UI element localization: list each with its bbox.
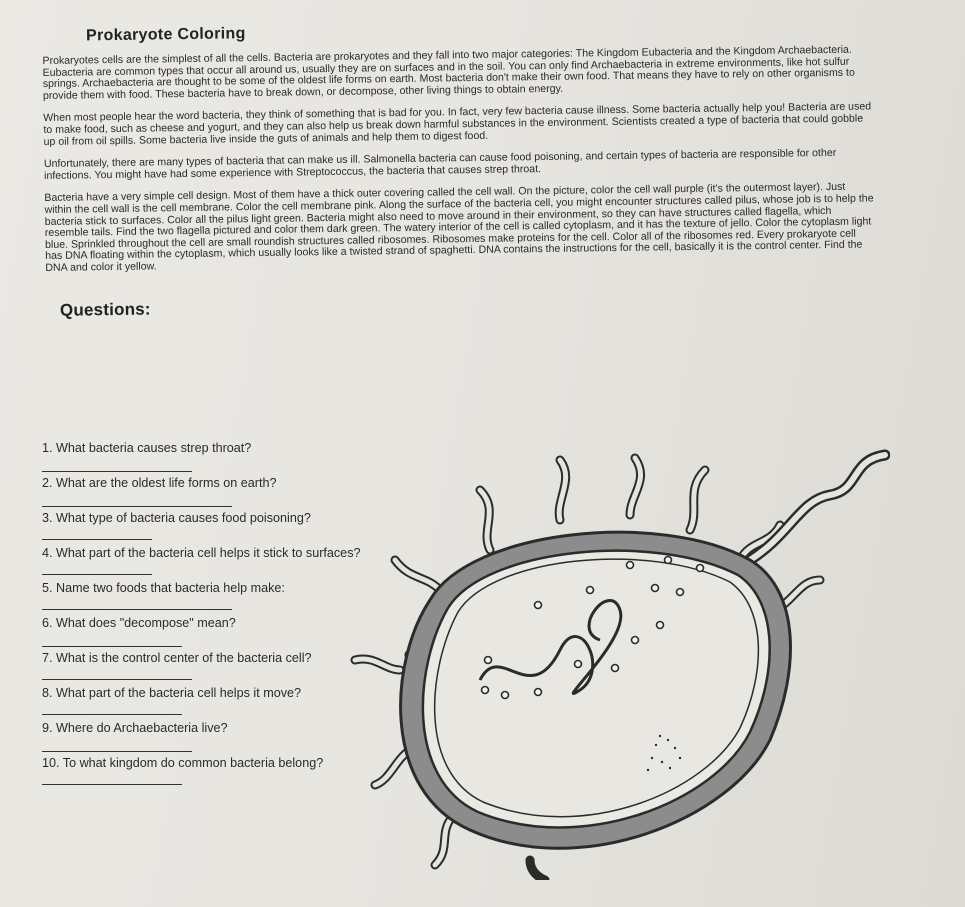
ribosome [535, 602, 542, 609]
question-10: 10. To what kingdom do common bacteria belong? [42, 755, 362, 790]
question-2: 2. What are the oldest life forms on earth? [42, 476, 277, 490]
page-title: Prokaryote Coloring [85, 25, 246, 45]
answer-blank-8[interactable] [42, 702, 182, 715]
questions-heading: Questions: [59, 299, 151, 320]
question-9: 9. Where do Archaebacteria live? [42, 721, 228, 735]
paragraph-harmful-bacteria: Unfortunately, there are many types of bacteria that can make us ill. Salmonella bacteria can cause food poisoning, and certain types of bacteria are responsible for other infections. You might have had some experience with Streptococcus, the bacteria that causes strep throat. [43, 147, 837, 182]
pilus [530, 860, 545, 880]
ribosome [677, 589, 684, 596]
question-1: 1. What bacteria causes strep throat? [42, 441, 252, 455]
ribosome [482, 687, 489, 694]
bacteria-cell-diagram [330, 440, 890, 880]
answer-blank-2[interactable] [42, 492, 232, 507]
answer-blank-5[interactable] [42, 597, 232, 610]
ribosome [665, 557, 672, 564]
paragraph-helpful-bacteria: When most people hear the word bacteria, they think of something that is bad for you. In fact, very few bacteria cause illness. Some bacteria actually help you! Bacteria are used to make food, such as cheese and yogurt, and they can also help us break down harmful substances in the environment. Scientists created a type of bacteria that could gobble up oil from oil spills. Some bacteria live inside the guts of animals and help them to digest food. [43, 100, 872, 148]
answer-blank-9[interactable] [42, 737, 192, 752]
answer-blank-4[interactable] [42, 562, 152, 575]
question-3: 3. What type of bacteria causes food poisoning? [42, 510, 362, 545]
question-7: 7. What is the control center of the bacteria cell? [42, 650, 362, 685]
answer-blank-10[interactable] [42, 772, 182, 785]
answer-blank-7[interactable] [42, 667, 192, 680]
ribosome [575, 661, 582, 668]
answer-blank-3[interactable] [42, 527, 152, 540]
paragraph-intro: Prokaryotes cells are the simplest of all the cells. Bacteria are prokaryotes and they fall into two major categories: The Kingdom Eubacteria and the Kingdom Archaebacteria. Eubacteria are common types that occur all around us, usually they are on surfaces and in the soil. You can only find Archaebacteria in extreme environments, like hot sulfur springs. Archaebacteria are thought to be some of the oldest life forms on earth. Most bacteria don't make their own food. That means they have to rely on other organisms to provide them with food. These bacteria have to break down, or decompose, other living things to obtain energy. [42, 43, 855, 102]
ribosome [627, 562, 634, 569]
questions-list [42, 440, 362, 790]
ribosome [587, 587, 594, 594]
question-8: 8. What part of the bacteria cell helps it move? [42, 685, 362, 720]
question-5: 5. Name two foods that bacteria help make: [42, 580, 362, 615]
answer-blank-6[interactable] [42, 632, 182, 647]
ribosome [535, 689, 542, 696]
ribosome [632, 637, 639, 644]
question-4: 4. What part of the bacteria cell helps it stick to surfaces? [42, 545, 362, 580]
ribosome [657, 622, 664, 629]
answer-blank-1[interactable] [42, 457, 192, 472]
worksheet-content [42, 16, 876, 340]
ribosome [485, 657, 492, 664]
paragraph-cell-design: Bacteria have a very simple cell design. Most of them have a thick outer covering called the cell wall. On the picture, color the cell wall purple (it's the outermost layer). Just within the cell wall is the cell membrane. Color the cell membrane pink. Along the surface of the bacteria cell, you might encounter structures called pilus, whose job is to help the bacteria stick to surfaces. Color all the pilus light green. Bacteria might also need to move around in their environment, so they can have structures called flagella, which resemble tails. Find the two flagella pictured and color them dark green. The watery interior of the cell is called cytoplasm, and it has the texture of jello. Color the cytoplasm light blue. Sprinkled throughout the cell are small roundish structures called ribosomes. Ribosomes make proteins for the cell. Color all of the ribosomes red. Every prokaryote cell has DNA floating within the cytoplasm, which usually looks like a twisted strand of spaghetti. DNA contains the instructions for the cell, basically it is the control center. Find the DNA and color it yellow. [44, 181, 874, 274]
question-6: 6. What does "decompose" mean? [42, 616, 236, 630]
ribosome [697, 565, 704, 572]
ribosome [502, 692, 509, 699]
ribosome [652, 585, 659, 592]
ribosome [612, 665, 619, 672]
